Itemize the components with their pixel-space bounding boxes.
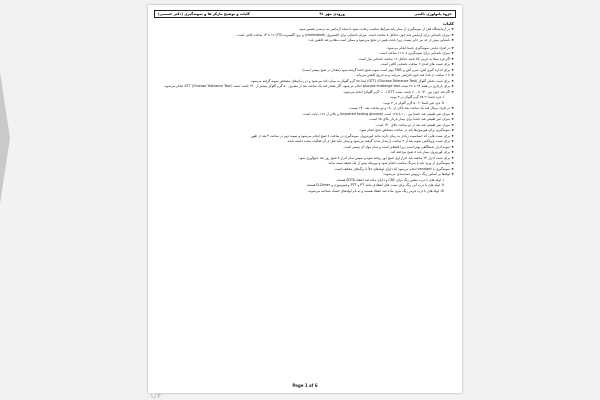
gtt-sub-item: II. فرد غیر ناشتا ← ۵۰ گرم گلوکز در ۳ نوبت	[383, 100, 444, 105]
document-page	[148, 5, 462, 393]
bullet-line: ❖ در افراد دیابتی نمونه‌گیری ناشتا انجام می‌شود.	[156, 46, 454, 52]
side-scroll-tab[interactable]	[0, 72, 10, 204]
bullet-line: ❖ اگر قند خون بین ۱۴۰ تا ۲۰۰ باشد، تست GTT (۱۰۰ گرم گلوکز) انجام می‌شود.	[156, 90, 454, 96]
bullet-line: ❖ لوله‌ها بر اساس رنگ درپوش دسته‌بندی می‌شوند:	[156, 172, 454, 178]
bullet-line: ❖ ناشتایی بیش از حد نیز جایز نیست زیرا باعث تغییر در نتایج می‌شود و ممکن است مقادیر قند کاهش یابد.	[156, 38, 454, 44]
bullet-line: ❖ برای تست های کبدی ۶ ساعت ناشتایی کافی است.	[156, 62, 454, 68]
header-right-title: جزوه پاتولوژی بالینی	[414, 12, 452, 16]
bullet-line: ❖ نمونه‌گیری با venoject انجام می‌شود که دارای لوله‌های خلأ با رنگ‌های مختلف است.	[156, 167, 454, 173]
bullet-line: ❖ میزان غیر طبیعی قند ناشتا برای بیمار باردار بالای ۹۵ است.	[156, 117, 454, 123]
bullet-line: ❖ برای تست ادرار ۲۴ ساعته باید ادرار اول صبح دور ریخته شود و سپس تمام ادرار تا صبح روز بعد جمع‌آوری شود.	[156, 156, 454, 162]
section-title: کلیات	[442, 21, 454, 26]
bullet-line: ❖ تا ۶ ساعت از غذا، قند خون افزایش می‌یابد و به تدریج کاهش می‌یابد.	[156, 73, 454, 79]
page-header	[154, 10, 456, 18]
bullet-line: ❖ در آزمایشگاه قبل از نمونه‌گیری از بیمار باید شرایط مناسب رعایت شود تا نتیجه آزمایش به درستی تفسیر شود.	[156, 27, 454, 33]
tube-sub-item: III. لوله های با درب قرمز رنگ بدون ماده ضد انعقاد هستند و به نام لوله‌های خشک شناخته می‌شوند.	[307, 188, 444, 193]
bullet-line: ❖ میزان ناشتایی برای آزمایش قند خون حداقل ۸ ساعت است. میزان ناشتایی برای کلسترول (cholesterol) و تری گلیسرید (TG) ۱۲ تا ۱۴ ساعت کافی است.	[156, 33, 454, 39]
bullet-line: ❖ میزان غیر طبیعی قند بعد از دو ساعت بالای ۱۴۰ است.	[156, 123, 454, 129]
page-content	[156, 21, 454, 379]
bullet-line: ❖ اگر فرد مبتلا به چربی بالا باشد حداقل ۱۲ ساعت ناشتایی نیاز است.	[156, 57, 454, 63]
header-middle-title: ورودی مهر ۹۱	[319, 12, 345, 16]
page-footer: Page 1 of 6	[292, 383, 318, 388]
tube-sub-item: II. لوله های با درب آبی رنگ برای تست های انعقادی مانند PT و PTT و فیبرینوژن و D-Dimer هستند.	[305, 183, 444, 187]
bullet-line: ❖ میزان ناشتایی برای نمونه‌گیری ۸ تا ۱۲ ساعت است.	[156, 51, 454, 57]
header-left-title: کلیات و توضیح مارکر ها و نمونه‌گیری (دکتر حسینی)	[158, 12, 250, 16]
bullet-line: ❖ نمونه‌گیری برای هورمون‌ها باید در ساعت مشخص صبح انجام شود.	[156, 128, 454, 134]
bullet-line: ❖ برای کورتیزول بیمار باید ۸ صبح مراجعه کند.	[156, 150, 454, 156]
tube-sub-item: I. لوله های با درب بنفش رنگ برای CBC و دارای ماده ضد انعقاد EDTA هستند.	[335, 177, 444, 182]
bullet-line: ❖ میزان غیر طبیعی قند ناشتا بین ۱۰۰ تا ۱۲۵ است (Impaired fasting glucose) و بالاتر از ۱۲۶ دیابت است.	[156, 112, 454, 118]
bullet-line: ❖ نمونه‌گیری از ورید باید با سرنگ مناسب انجام شود و تورنیکه بیش از یک دقیقه بسته نماند.	[156, 161, 454, 167]
bullet-line: ❖ در افراد نرمال قند یک ساعت بعد بالاتر از ۱۸۰ و دو ساعت بعد ۱۴۰ نیست.	[156, 106, 454, 112]
bullet-line: ❖ نمونه ادرار صبحگاهی بهتر است زیرا غلیظ‌تر است و تمام مواد آن بیشتر است.	[156, 145, 454, 151]
bullet-line: ❖ برای تست تحمل گلوکز (Glucose Tolerance Test) (GTT) ابتدا ۷۵ گرم گلوکز به بیمار داده می‌شود و در زمان‌های مشخص نمونه گرفته می‌شود.	[156, 79, 454, 85]
bullet-line: ❖ برای بارداری در هفته ۲۴ تا ۲۸ تست glucose challenge test انجام می‌شود. اگر مقدار قند یک ساعت بعد از مصرف ۵۰ گرم گلوکز بیشتر از ۱۴۰ باشد، تست GTT (Glucose Tolerance Test) انجام می‌شود.	[156, 84, 454, 90]
bullet-line: ❖ برای تست هایی که حساسیت زیادی به زمان دارند مانند کورتیزول، نمونه‌گیری در ساعت ۸ صبح انجام می‌شود و نمونه دوم در ساعت ۴ بعد از ظهر.	[156, 134, 454, 140]
bullet-line: ❖ برای تست پرولاکتین نمونه بعد از ۳ ساعت از بیدار شدن گرفته می‌شود و بیمار نباید قبل از آن فعالیت شدید داشته باشد.	[156, 139, 454, 145]
bullet-line: ❖ برای اندازه گیری آهن، سرم آهن و TIBC بهتر است نمونه صبح ناشتا گرفته شود (مقدار در صبح بیشتر است).	[156, 68, 454, 74]
gtt-sub-item: I. فرد ناشتا ← ۷۵ گرم گلوکز در ۳ نوبت	[389, 95, 444, 99]
corner-page-mark: ۱/۳	[150, 393, 161, 400]
